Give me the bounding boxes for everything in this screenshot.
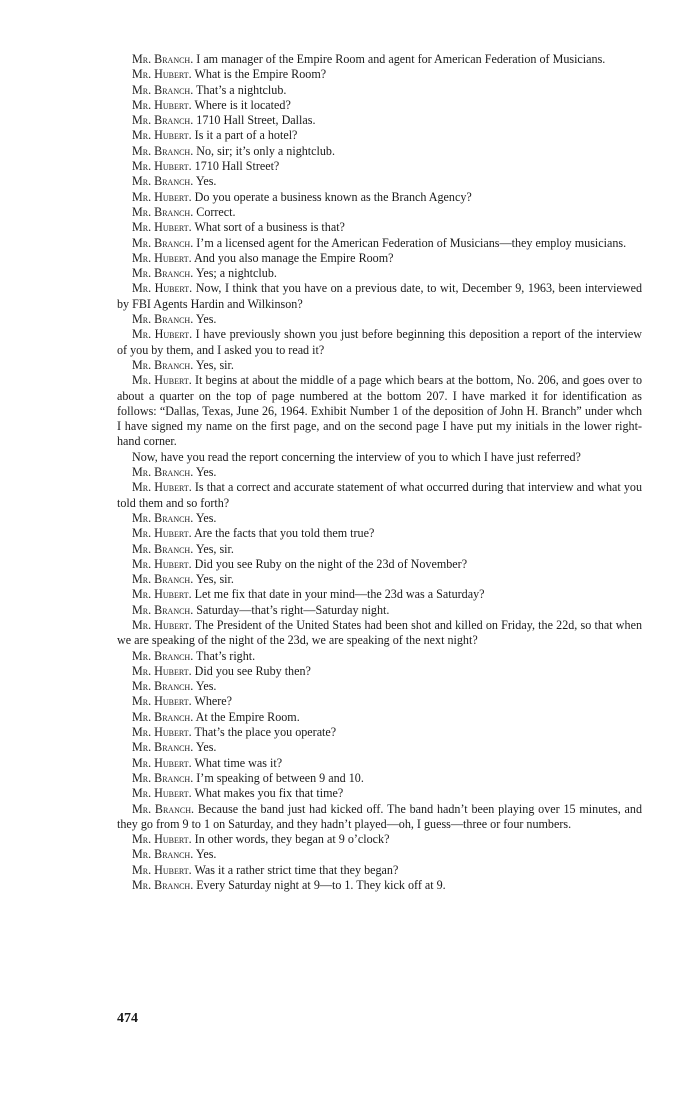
transcript-paragraph <box>117 83 642 98</box>
transcript-paragraph <box>117 266 642 281</box>
speech-text: Now, I think that you have on a previous date, to wit, December 9, 1963, been interviewed by FBI Agents Hardin and Wilkinson? <box>117 281 643 311</box>
transcript-paragraph <box>117 98 642 113</box>
transcript-paragraph <box>117 312 642 327</box>
transcript-paragraph <box>117 67 642 82</box>
transcript-paragraph <box>117 878 642 893</box>
speaker-label: Mr. Hubert. <box>132 128 192 143</box>
transcript-paragraph <box>117 664 642 679</box>
speech-text: Yes. <box>195 174 217 189</box>
transcript-paragraph <box>117 159 642 174</box>
speaker-label: Mr. Branch. <box>132 847 194 862</box>
speaker-label: Mr. Branch. <box>132 541 194 556</box>
speech-text: Are the facts that you told them true? <box>194 526 375 541</box>
speaker-label: Mr. Branch. <box>132 357 194 372</box>
speaker-label: Mr. Hubert. <box>132 694 192 709</box>
speaker-label: Mr. Hubert. <box>132 617 192 632</box>
speech-text: That’s a nightclub. <box>196 82 287 97</box>
transcript-paragraph <box>117 847 642 862</box>
speech-text: Because the band just had kicked off. The band hadn’t been playing over 15 minutes, and they go from 9 to 1 on Saturday, and they hadn’t played—oh, I guess—three or four numbers. <box>117 801 642 831</box>
speaker-label: Mr. Hubert. <box>132 327 193 342</box>
speech-text: Every Saturday night at 9—to 1. They kick off at 9. <box>196 878 446 893</box>
speech-text: I’m speaking of between 9 and 10. <box>196 770 364 785</box>
transcript-paragraph <box>117 542 642 557</box>
speech-text: Did you see Ruby then? <box>194 663 311 678</box>
transcript-paragraph <box>117 236 642 251</box>
speaker-label: Mr. Branch. <box>132 878 194 893</box>
transcript-paragraph <box>117 480 642 511</box>
speaker-label: Mr. Branch. <box>132 648 194 663</box>
speaker-label: Mr. Hubert. <box>132 189 192 204</box>
speech-text: Is it a part of a hotel? <box>194 128 298 143</box>
speaker-label: Mr. Hubert. <box>132 250 192 265</box>
speaker-label: Mr. Branch. <box>132 266 194 281</box>
speech-text: Let me fix that date in your mind—the 23d was a Saturday? <box>194 587 485 602</box>
speaker-label: Mr. Branch. <box>132 174 194 189</box>
transcript-paragraph <box>117 450 642 465</box>
speaker-label: Mr. Branch. <box>132 709 194 724</box>
speech-text: Yes. <box>195 679 217 694</box>
speech-text: What is the Empire Room? <box>194 67 327 82</box>
transcript-paragraph <box>117 740 642 755</box>
transcript-body <box>117 52 642 893</box>
transcript-paragraph <box>117 327 642 358</box>
speaker-label: Mr. Branch. <box>132 801 195 816</box>
speech-text: Did you see Ruby on the night of the 23d of November? <box>194 556 468 571</box>
speaker-label: Mr. Branch. <box>132 770 194 785</box>
speaker-label: Mr. Branch. <box>132 312 194 327</box>
speech-text: It begins at about the middle of a page which bears at the bottom, No. 206, and goes over to about a quarter on the top of page numbered at the bottom 207. I have marked it for identification as follows: “Dallas, Texas, June 26, 1964. Exhibit Number 1 of the deposition of John H. Branch” under whch I have signed my name on the first page, and on the second page I have put my initials in the lower right-hand corner. <box>117 373 642 449</box>
transcript-paragraph <box>117 373 642 449</box>
transcript-paragraph <box>117 128 642 143</box>
transcript-paragraph <box>117 863 642 878</box>
speaker-label: Mr. Hubert. <box>132 725 192 740</box>
speech-text: What sort of a business is that? <box>194 220 345 235</box>
transcript-paragraph <box>117 694 642 709</box>
transcript-paragraph <box>117 52 642 67</box>
transcript-paragraph <box>117 220 642 235</box>
speaker-label: Mr. Hubert. <box>132 862 192 877</box>
speaker-label: Mr. Branch. <box>132 113 194 128</box>
speaker-label: Mr. Branch. <box>132 82 194 97</box>
transcript-paragraph <box>117 587 642 602</box>
speaker-label: Mr. Branch. <box>132 143 194 158</box>
speaker-label: Mr. Branch. <box>132 510 194 525</box>
speaker-label: Mr. Hubert. <box>132 67 192 82</box>
transcript-paragraph <box>117 771 642 786</box>
speaker-label: Mr. Branch. <box>132 204 194 219</box>
speaker-label: Mr. Branch. <box>132 679 194 694</box>
transcript-paragraph <box>117 649 642 664</box>
speech-text: That’s right. <box>196 648 256 663</box>
speaker-label: Mr. Branch. <box>132 602 194 617</box>
transcript-paragraph <box>117 572 642 587</box>
speaker-label: Mr. Hubert. <box>132 97 192 112</box>
speech-text: Where is it located? <box>194 97 291 112</box>
speech-text: Now, have you read the report concerning the interview of you to which I have just referred? <box>132 449 581 464</box>
speech-text: Yes. <box>195 847 217 862</box>
speech-text: 1710 Hall Street, Dallas. <box>196 113 316 128</box>
speech-text: Yes. <box>195 740 217 755</box>
transcript-paragraph <box>117 603 642 618</box>
speaker-label: Mr. Branch. <box>132 465 194 480</box>
transcript-paragraph <box>117 113 642 128</box>
transcript-paragraph <box>117 205 642 220</box>
transcript-paragraph <box>117 358 642 373</box>
speaker-label: Mr. Branch. <box>132 740 194 755</box>
transcript-paragraph <box>117 802 642 833</box>
speaker-label: Mr. Hubert. <box>132 587 192 602</box>
speaker-label: Mr. Branch. <box>132 235 194 250</box>
transcript-paragraph <box>117 618 642 649</box>
speech-text: What time was it? <box>194 755 283 770</box>
transcript-paragraph <box>117 144 642 159</box>
transcript-paragraph <box>117 786 642 801</box>
speech-text: At the Empire Room. <box>195 709 300 724</box>
transcript-paragraph <box>117 281 642 312</box>
speech-text: I have previously shown you just before beginning this deposition a report of the interview of you by them, and I asked you to read it? <box>117 327 642 357</box>
speech-text: Correct. <box>196 204 236 219</box>
speech-text: Where? <box>194 694 233 709</box>
transcript-paragraph <box>117 190 642 205</box>
speaker-label: Mr. Hubert. <box>132 281 193 296</box>
speech-text: Yes. <box>195 465 217 480</box>
speaker-label: Mr. Hubert. <box>132 480 192 495</box>
speech-text: Yes. <box>195 312 217 327</box>
speech-text: Yes. <box>195 510 217 525</box>
transcript-paragraph <box>117 251 642 266</box>
speech-text: Is that a correct and accurate statement of what occurred during that interview and what you told them and so forth? <box>117 480 642 510</box>
speech-text: Saturday—that’s right—Saturday night. <box>196 602 390 617</box>
speaker-label: Mr. Hubert. <box>132 755 192 770</box>
speaker-label: Mr. Hubert. <box>132 786 192 801</box>
speaker-label: Mr. Branch. <box>132 52 194 66</box>
speaker-label: Mr. Hubert. <box>132 526 192 541</box>
speech-text: I’m a licensed agent for the American Federation of Musicians—they employ musicians. <box>196 235 627 250</box>
speech-text: No, sir; it’s only a nightclub. <box>196 143 336 158</box>
transcript-paragraph <box>117 679 642 694</box>
speaker-label: Mr. Branch. <box>132 572 194 587</box>
speech-text: Yes; a nightclub. <box>195 266 277 281</box>
transcript-paragraph <box>117 526 642 541</box>
transcript-paragraph <box>117 725 642 740</box>
transcript-paragraph <box>117 832 642 847</box>
speaker-label: Mr. Hubert. <box>132 663 192 678</box>
speaker-label: Mr. Hubert. <box>132 373 192 388</box>
speech-text: Yes, sir. <box>195 572 234 587</box>
speech-text: That’s the place you operate? <box>194 725 337 740</box>
speech-text: Was it a rather strict time that they began? <box>194 862 399 877</box>
transcript-paragraph <box>117 756 642 771</box>
speaker-label: Mr. Hubert. <box>132 556 192 571</box>
transcript-paragraph <box>117 710 642 725</box>
page-number: 474 <box>117 1011 138 1026</box>
speech-text: The President of the United States had been shot and killed on Friday, the 22d, so that when we are speaking of the night of the 23d, we are speaking of the next night? <box>117 617 642 648</box>
speech-text: Do you operate a business known as the Branch Agency? <box>194 189 472 204</box>
transcript-paragraph <box>117 465 642 480</box>
speech-text: And you also manage the Empire Room? <box>194 250 394 265</box>
transcript-paragraph <box>117 174 642 189</box>
speech-text: Yes, sir. <box>195 541 234 556</box>
transcript-paragraph <box>117 511 642 526</box>
speech-text: What makes you fix that time? <box>194 786 344 801</box>
speech-text: In other words, they began at 9 o’clock? <box>194 832 390 847</box>
speech-text: Yes, sir. <box>195 357 234 372</box>
transcript-paragraph <box>117 557 642 572</box>
speaker-label: Mr. Hubert. <box>132 220 192 235</box>
speech-text: 1710 Hall Street? <box>194 159 280 174</box>
speech-text: I am manager of the Empire Room and agent for American Federation of Musicians. <box>196 52 606 66</box>
speaker-label: Mr. Hubert. <box>132 159 192 174</box>
speaker-label: Mr. Hubert. <box>132 832 192 847</box>
